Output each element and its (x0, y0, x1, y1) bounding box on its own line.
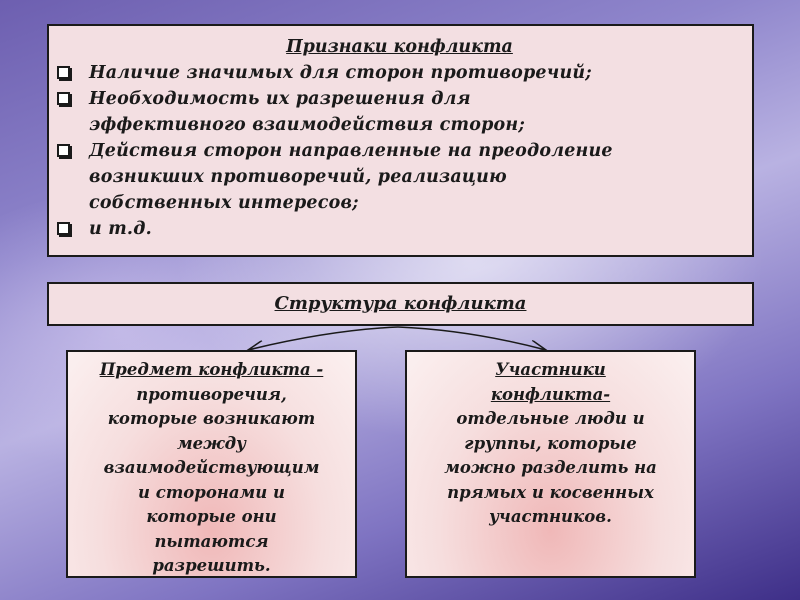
participants-line: можно разделить на (444, 458, 657, 477)
checkbox-bullet-icon (57, 222, 70, 235)
subject-line: между (176, 433, 247, 453)
list-item (57, 86, 742, 138)
checkbox-bullet-icon (57, 144, 70, 157)
subject-heading: Предмет конфликта - (99, 360, 324, 379)
signs-title: Признаки конфликта (286, 37, 513, 57)
checkbox-bullet-icon (57, 92, 70, 105)
signs-of-conflict-box (47, 24, 754, 257)
subject-of-conflict-box (66, 350, 357, 578)
participants-heading: Участники (495, 360, 606, 379)
arrow-to-participants (398, 327, 546, 350)
subject-line: разрешить. (152, 556, 271, 575)
list-item-line: эффективного взаимодействия сторон; (89, 115, 526, 135)
participants-line: прямых и косвенных (447, 482, 654, 502)
subject-line: взаимодействующим (103, 458, 320, 477)
participants-line: отдельные люди и (456, 409, 645, 428)
list-item-line: Необходимость их разрешения для (89, 89, 471, 109)
list-item-line: возникших противоречий, реализацию (89, 167, 507, 187)
participants-heading: конфликта- (490, 384, 611, 404)
list-item-line: собственных интересов; (89, 193, 359, 213)
list-item (57, 216, 742, 242)
participants-line: участников. (489, 507, 612, 526)
list-item (57, 138, 742, 216)
participants-line: группы, которые (464, 433, 637, 453)
checkbox-bullet-icon (57, 66, 70, 79)
structure-of-conflict-box (47, 282, 754, 326)
signs-list (57, 60, 742, 242)
list-item-line: Наличие значимых для сторон противоречий; (89, 63, 592, 83)
list-item (57, 60, 742, 86)
list-item-line: Действия сторон направленные на преодоление (89, 141, 613, 161)
arrow-to-subject (248, 327, 398, 350)
structure-title: Структура конфликта (274, 293, 527, 314)
subject-line: которые они (146, 507, 277, 526)
list-item-line: и т.д. (89, 219, 152, 239)
subject-line: и сторонами и (138, 482, 285, 502)
participants-of-conflict-box (405, 350, 696, 578)
subject-line: противоречия, (136, 384, 287, 404)
subject-line: которые возникают (107, 409, 316, 428)
subject-line: пытаются (154, 531, 269, 551)
